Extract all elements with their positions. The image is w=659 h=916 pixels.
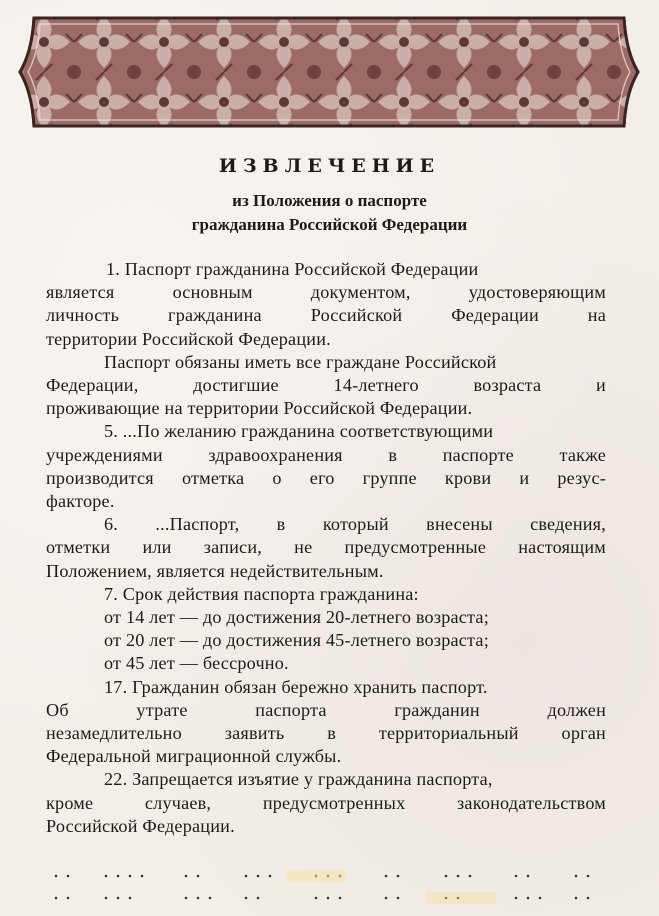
- text-line: 17. Гражданин обязан бережно хранить паспорт.: [104, 676, 488, 697]
- text-line: Об утрате паспорта гражданин должен: [46, 699, 606, 720]
- text-line: кроме случаев, предусмотренных законодательством: [46, 792, 606, 813]
- text-line: Положением, является недействительным.: [46, 560, 384, 581]
- text-line: от 45 лет — бессрочно.: [104, 653, 289, 674]
- text-line: от 14 лет — до достижения 20-летнего возраста;: [104, 607, 489, 628]
- text-line: является основным документом, удостоверяющим: [46, 282, 606, 303]
- dotted-fill-lines: [46, 868, 606, 908]
- text-line: 7. Срок действия паспорта гражданина:: [104, 583, 419, 604]
- text-line: 5. ...По желанию гражданина соответствующими: [104, 421, 494, 442]
- text-line: от 20 лет — до достижения 45-летнего возраста;: [104, 630, 489, 651]
- text-line: личность гражданина Российской Федерации на: [46, 305, 606, 326]
- ornamental-border: [14, 12, 644, 132]
- document-subtitle-line1: из Положения о паспорте: [232, 191, 427, 210]
- text-line: учреждениями здравоохранения в паспорте также: [46, 444, 606, 465]
- text-line: Паспорт обязаны иметь все граждане Российской: [104, 351, 497, 372]
- text-line: Федеральной миграционной службы.: [46, 746, 342, 767]
- text-line: территории Российской Федерации.: [46, 328, 331, 349]
- text-line: отметки или записи, не предусмотренные настоящим: [46, 537, 606, 558]
- text-line: Российской Федерации.: [46, 815, 235, 836]
- text-line: факторе.: [46, 491, 115, 512]
- text-line: Федерации, достигшие 14-летнего возраста и: [46, 375, 606, 396]
- text-line: незамедлительно заявить в территориальный орган: [46, 723, 606, 744]
- text-line: 6. ...Паспорт, в который внесены сведения,: [104, 514, 606, 535]
- document-subtitle-line2: гражданина Российской Федерации: [191, 215, 468, 234]
- document-title: ИЗВЛЕЧЕНИЕ: [218, 155, 441, 177]
- text-line: 22. Запрещается изъятие у гражданина паспорта,: [104, 769, 493, 790]
- text-line: 1. Паспорт гражданина Российской Федерации: [106, 259, 479, 279]
- text-line: производится отметка о его группе крови и резус-: [46, 467, 606, 488]
- text-line: проживающие на территории Российской Федерации.: [46, 398, 473, 419]
- document-body: [46, 258, 606, 838]
